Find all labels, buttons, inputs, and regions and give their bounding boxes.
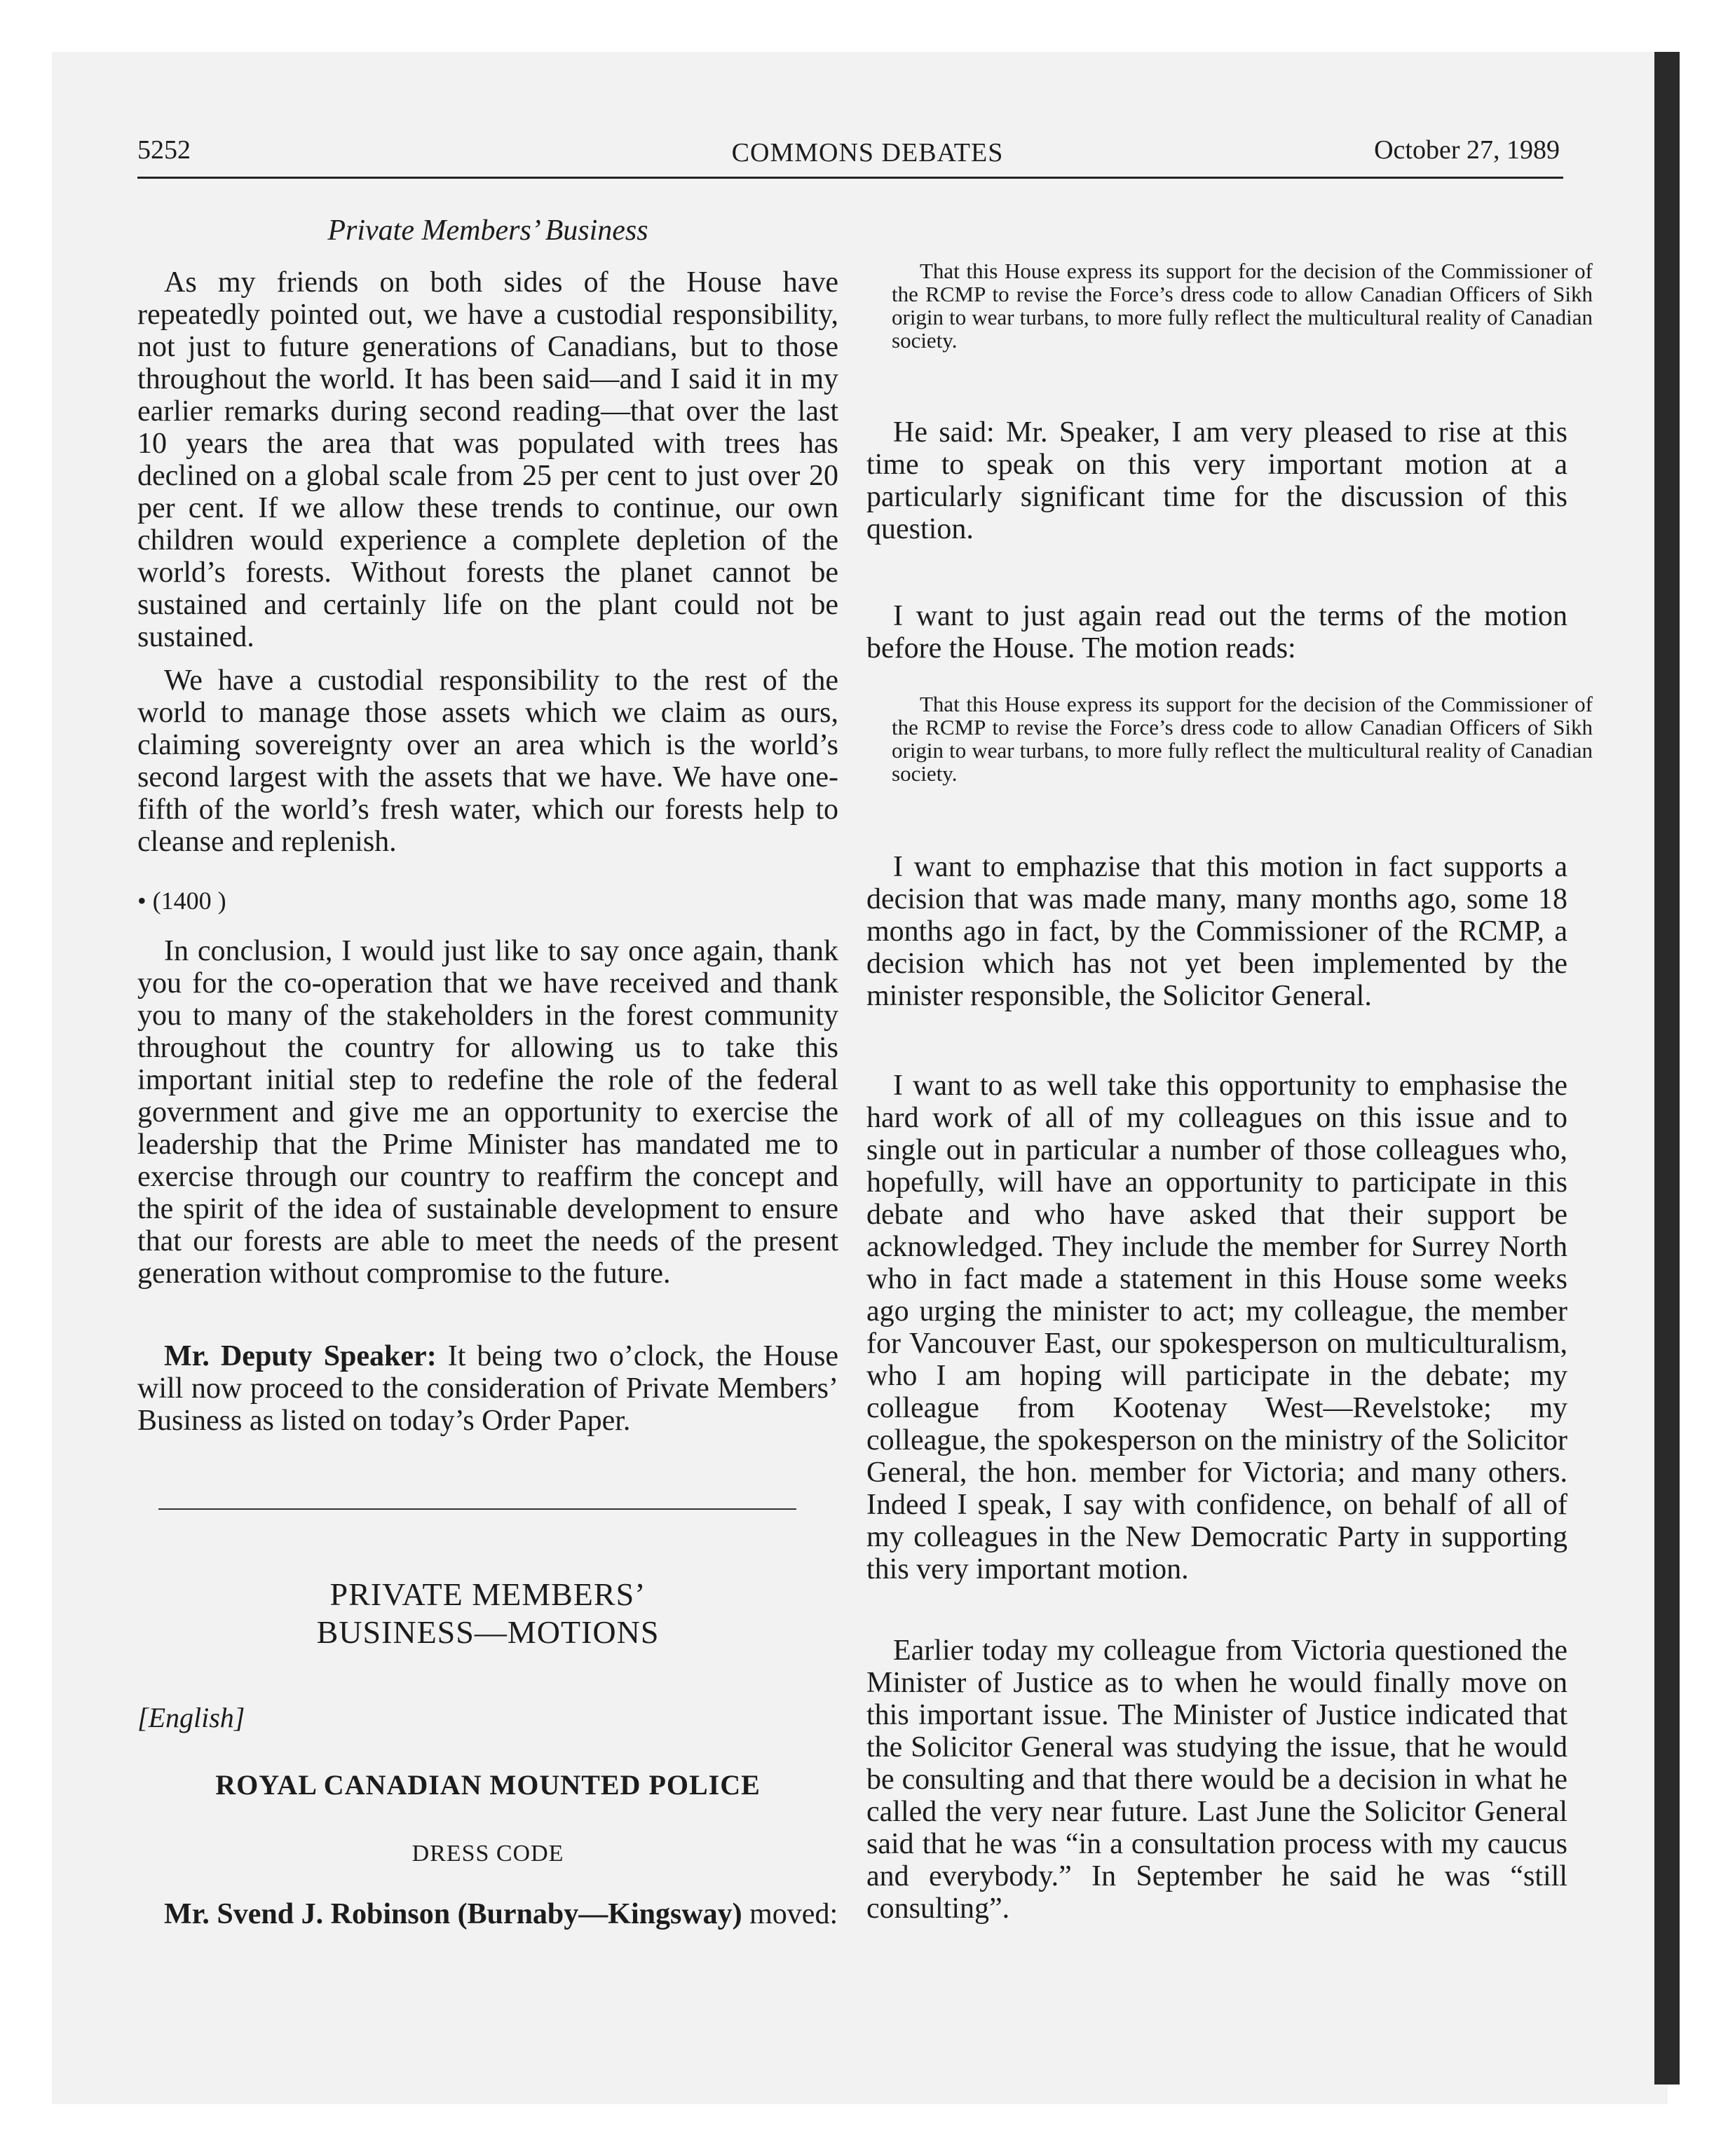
paragraph-text: Earlier today my colleague from Victoria questioned the Minister of Justice as to when he would finally move on this important issue. The Minister of Justice indicated that the Solicitor General was studying the issue, that he would be consulting and that there would be a decision in what he called the very near future. Last June the Solicitor General said that he was “in a consultation process with my caucus and everybody.” In September he said he was “still consulting”. — [866, 1635, 1567, 1925]
paragraph — [137, 935, 838, 1290]
paragraph — [866, 600, 1567, 664]
paragraph — [866, 851, 1567, 1012]
paragraph — [137, 664, 838, 858]
scan-binding-edge — [1654, 52, 1680, 2085]
paragraph — [866, 416, 1567, 545]
paragraph-text: I want to as well take this opportunity to emphasise the hard work of all of my colleagues on this issue and to single out in particular a number of those colleagues who, hopefully, will have an opportunity to participate in this debate and who have asked that their support be acknowledged. They include the member for Surrey North who in fact made a statement in this House some weeks ago urging the minister to act; my colleague, the member for Vancouver East, our spokesperson on multiculturalism, who I am hoping will participate in the debate; my colleague from Kootenay West—Revelstoke; my colleague, the spokesperson on the ministry of the Solicitor General, the hon. member for Victoria; and many others. Indeed I speak, I say with confidence, on behalf of all of my colleagues in the New Democratic Party in supporting this very important motion. — [866, 1070, 1567, 1585]
paragraph — [866, 1070, 1567, 1585]
page-number: 5252 — [137, 135, 191, 165]
motion-quote — [866, 692, 1593, 785]
motion-text: That this House express its support for the decision of the Commissioner of the RCMP to revise the Force’s dress code to allow Canadian Officers of Sikh origin to wear turbans, to more fully reflect the multicultural reality of Canadian society. — [892, 259, 1593, 353]
section-divider — [158, 1508, 796, 1510]
publication-title: COMMONS DEBATES — [731, 138, 1004, 168]
section-heading — [137, 1576, 838, 1651]
paragraph-text: He said: Mr. Speaker, I am very pleased to rise at this time to speak on this very important motion at a particularly significant time for the discussion of this question. — [866, 416, 1567, 545]
motion-quote — [866, 259, 1593, 352]
mover-line — [137, 1898, 838, 1930]
paragraph-text: I want to emphazise that this motion in fact supports a decision that was made many, many months ago, some 18 months ago in fact, by the Commissioner of the RCMP, a decision which has not yet been implemented by the minister responsible, the Solicitor General. — [866, 851, 1567, 1012]
paragraph-text: I want to just again read out the terms of the motion before the House. The motion reads: — [866, 600, 1567, 664]
section-rubric: Private Members’ Business — [327, 214, 648, 247]
paragraph-text: In conclusion, I would just like to say once again, thank you for the co-operation that we have received and thank you to many of the stakeholders in the forest community throughout the country for allowing us to take this important initial step to redefine the role of the federal government and give me an opportunity to exercise the leadership that the Prime Minister has mandated me to exercise through our country to reaffirm the concept and the spirit of the idea of sustainable development to ensure that our forests are able to meet the needs of the present generation without compromise to the future. — [137, 935, 838, 1290]
section-heading-line: PRIVATE MEMBERS’ — [329, 1576, 646, 1612]
mover-name: Mr. Svend J. Robinson (Burnaby—Kingsway) — [164, 1898, 742, 1930]
paragraph — [137, 266, 838, 653]
paragraph-text: As my friends on both sides of the House have repeatedly pointed out, we have a custodial responsibility, not just to future generations of Canadians, but to those throughout the world. It has been said—and I said it in my earlier remarks during second reading—that over the last 10 years the area that was populated with trees has declined on a global scale from 25 per cent to just over 20 per cent. If we allow these trends to continue, our own children would experience a complete depletion of the world’s forests. Without forests the planet cannot be sustained and certainly life on the plant could not be sustained. — [137, 266, 838, 653]
language-marker: [English] — [137, 1702, 245, 1733]
mover-tail: moved: — [742, 1898, 838, 1930]
time-marker: • (1400 ) — [137, 887, 226, 915]
speaker-paragraph — [137, 1340, 838, 1437]
speaker-text: It being two o’clock, the House will now proceed to the consideration of Private Members’ Business as listed on today’s Order Paper. — [137, 1340, 838, 1437]
subsubject-heading: DRESS CODE — [411, 1841, 564, 1867]
subject-heading: ROYAL CANADIAN MOUNTED POLICE — [215, 1769, 761, 1801]
header-rule — [137, 177, 1563, 179]
motion-text: That this House express its support for the decision of the Commissioner of the RCMP to revise the Force’s dress code to allow Canadian Officers of Sikh origin to wear turbans, to more fully reflect the multicultural reality of Canadian society. — [892, 692, 1593, 786]
speaker-name: Mr. Deputy Speaker: — [164, 1340, 437, 1372]
paragraph — [866, 1635, 1567, 1925]
paragraph-text: We have a custodial responsibility to the rest of the world to manage those assets which we claim as ours, claiming sovereignty over an area which is the world’s second largest with the assets that we have. We have one-fifth of the world’s fresh water, which our forests help to cleanse and replenish. — [137, 664, 838, 858]
page-date: October 27, 1989 — [1374, 135, 1560, 165]
section-heading-line: BUSINESS—MOTIONS — [316, 1614, 660, 1650]
